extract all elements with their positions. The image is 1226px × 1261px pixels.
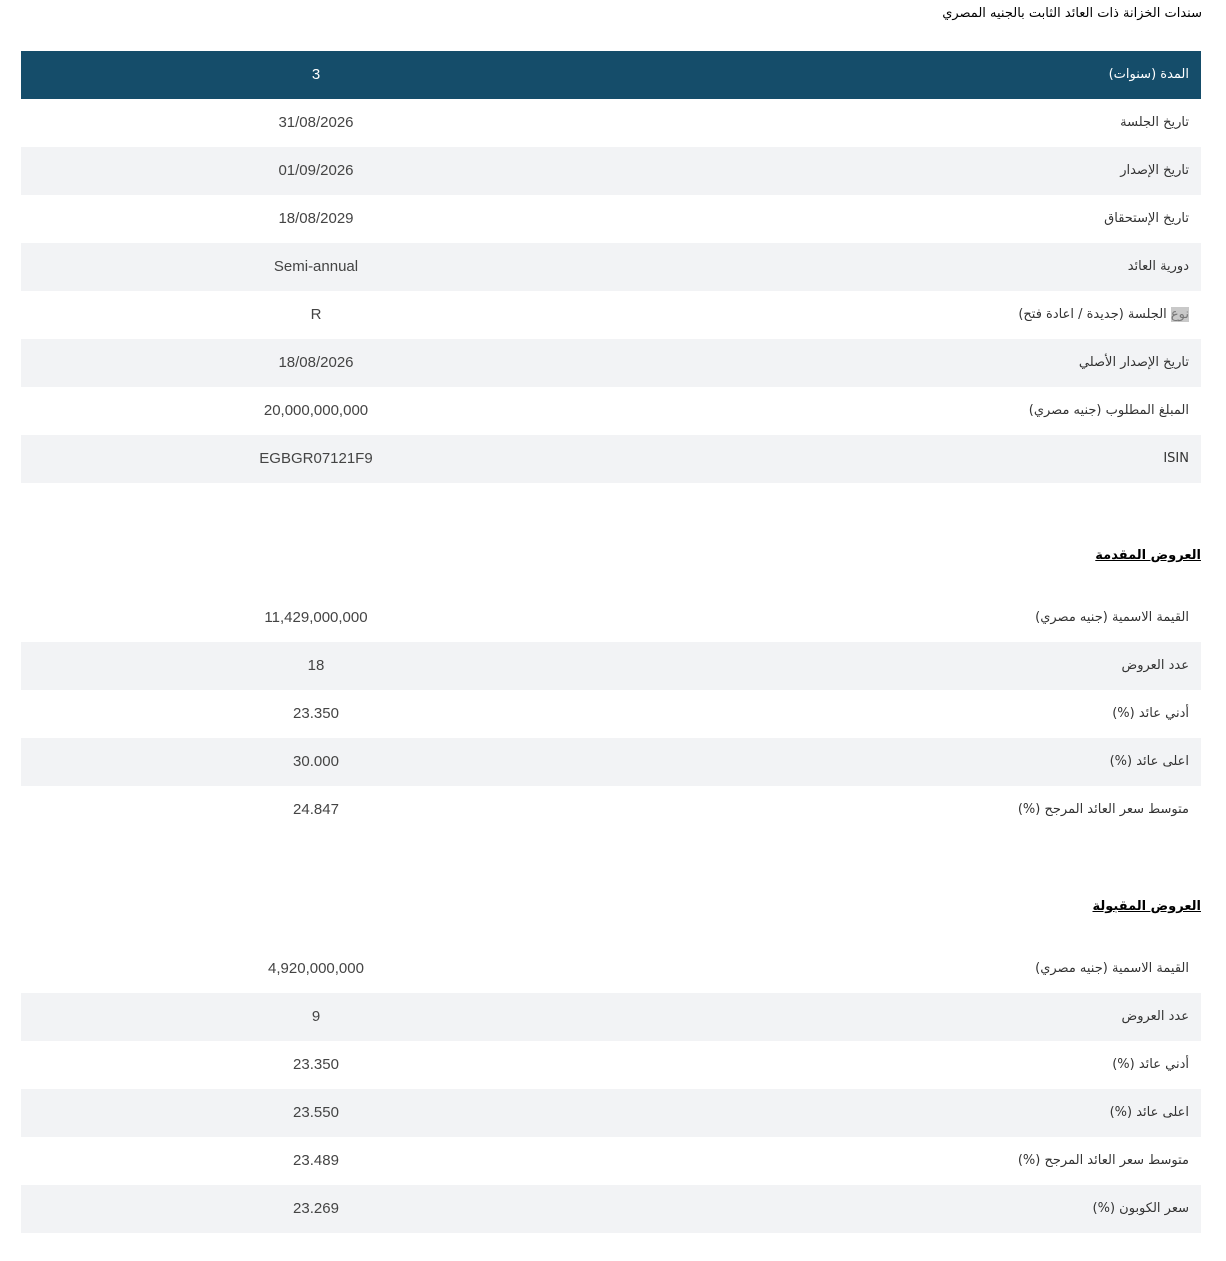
table-row xyxy=(21,945,1201,993)
table-row xyxy=(21,147,1201,195)
session-date-label: تاريخ الجلسة xyxy=(1120,115,1189,130)
original-issue-date-label: تاريخ الإصدار الأصلي xyxy=(1078,355,1189,370)
table-row xyxy=(21,1137,1201,1185)
table-row xyxy=(21,786,1201,834)
table-row xyxy=(21,339,1201,387)
offered-min-yield-label: أدني عائد (%) xyxy=(1112,706,1189,721)
table-row xyxy=(21,1089,1201,1137)
coupon-frequency-label: دورية العائد xyxy=(1127,259,1189,274)
table-row xyxy=(21,594,1201,642)
coupon-rate-value: 23.269 xyxy=(293,1200,339,1217)
required-amount-value: 20,000,000,000 xyxy=(263,402,369,419)
table-row xyxy=(21,195,1201,243)
accepted-min-yield-label: أدني عائد (%) xyxy=(1112,1057,1189,1072)
table-row xyxy=(21,690,1201,738)
session-type-label-text: الجلسة (جديدة / اعادة فتح) xyxy=(1018,307,1171,322)
issue-date-value: 01/09/2026 xyxy=(278,162,354,179)
isin-label: ISIN xyxy=(1163,451,1189,466)
details-table xyxy=(21,51,1201,483)
table-row xyxy=(21,993,1201,1041)
coupon-rate-label: سعر الكوبون (%) xyxy=(1092,1201,1189,1216)
coupon-frequency-value: Semi-annual xyxy=(273,258,359,275)
accepted-avg-yield-label: متوسط سعر العائد المرجح (%) xyxy=(1017,1153,1189,1168)
offered-section-title: العروض المقدمة xyxy=(1095,548,1201,563)
duration-label: المدة (سنوات) xyxy=(1108,67,1189,82)
issue-date-label: تاريخ الإصدار xyxy=(1120,163,1189,178)
offered-min-yield-value: 23.350 xyxy=(293,705,339,722)
maturity-date-value: 18/08/2029 xyxy=(278,210,354,227)
offered-nominal-label: القيمة الاسمية (جنيه مصري) xyxy=(1035,610,1189,625)
session-date-value: 31/08/2026 xyxy=(278,114,354,131)
accepted-count-value: 9 xyxy=(311,1008,321,1025)
table-row xyxy=(21,1185,1201,1233)
offered-avg-yield-label: متوسط سعر العائد المرجح (%) xyxy=(1017,802,1189,817)
offered-avg-yield-value: 24.847 xyxy=(293,801,339,818)
original-issue-date-value: 18/08/2026 xyxy=(278,354,354,371)
accepted-min-yield-value: 23.350 xyxy=(293,1056,339,1073)
table-header-row xyxy=(21,51,1201,99)
isin-value: EGBGR07121F9 xyxy=(259,450,373,467)
table-row xyxy=(21,642,1201,690)
accepted-count-label: عدد العروض xyxy=(1121,1009,1189,1024)
accepted-nominal-value: 4,920,000,000 xyxy=(268,960,364,977)
offered-nominal-value: 11,429,000,000 xyxy=(264,609,368,626)
accepted-max-yield-label: اعلى عائد (%) xyxy=(1109,1105,1189,1120)
offered-max-yield-label: اعلى عائد (%) xyxy=(1109,754,1189,769)
duration-value: 3 xyxy=(311,66,321,83)
table-row xyxy=(21,99,1201,147)
table-row xyxy=(21,738,1201,786)
table-row xyxy=(21,435,1201,483)
accepted-nominal-label: القيمة الاسمية (جنيه مصري) xyxy=(1035,961,1189,976)
accepted-max-yield-value: 23.550 xyxy=(293,1104,339,1121)
accepted-avg-yield-value: 23.489 xyxy=(293,1152,339,1169)
offered-count-value: 18 xyxy=(307,657,325,674)
session-type-value: R xyxy=(310,306,322,323)
accepted-table xyxy=(21,945,1201,1233)
table-row xyxy=(21,387,1201,435)
offered-count-label: عدد العروض xyxy=(1121,658,1189,673)
accepted-section-title: العروض المقبولة xyxy=(1092,899,1201,914)
table-row xyxy=(21,1041,1201,1089)
required-amount-label: المبلغ المطلوب (جنيه مصري) xyxy=(1028,403,1189,418)
offered-table xyxy=(21,594,1201,834)
session-type-label xyxy=(1018,291,1189,339)
maturity-date-label: تاريخ الإستحقاق xyxy=(1104,211,1189,226)
table-row xyxy=(21,243,1201,291)
page-title: سندات الخزانة ذات العائد الثابت بالجنيه المصري xyxy=(942,6,1202,21)
selected-text-highlight: نوع xyxy=(1170,307,1189,322)
offered-max-yield-value: 30.000 xyxy=(293,753,339,770)
table-row xyxy=(21,291,1201,339)
